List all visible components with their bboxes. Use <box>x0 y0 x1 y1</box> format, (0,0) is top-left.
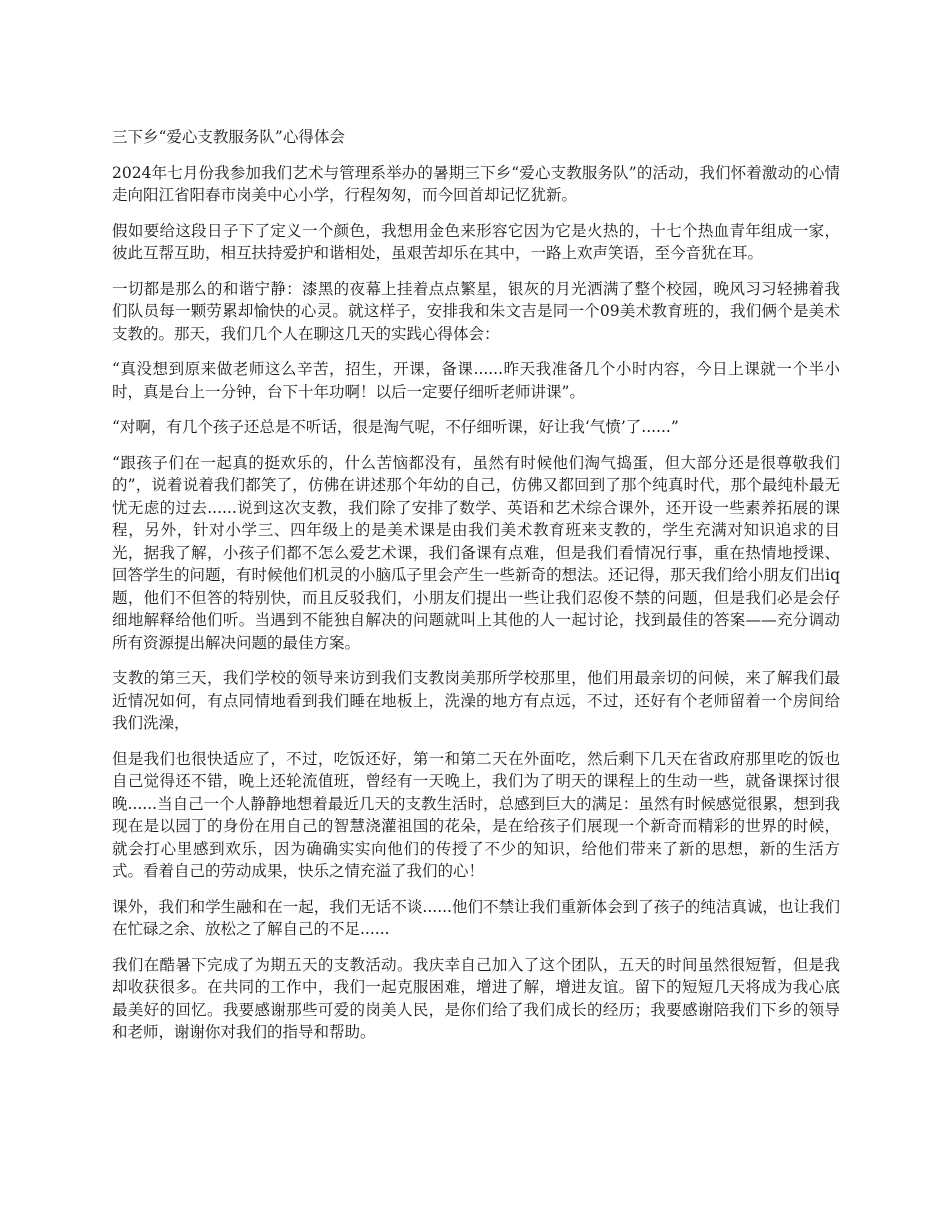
paragraph-6: “跟孩子们在一起真的挺欢乐的，什么苦恼都没有，虽然有时候他们淘气捣蛋，但大部分还是很尊敬我们的”，说着说着我们都笑了，仿佛在讲述那个年幼的自己，仿佛又都回到了那个纯真时代，那个最纯朴最无忧无虑的过去......说到这次支教，我们除了安排了数学、英语和艺术综合课外，还开设一些素养拓展的课程，另外，针对小学三、四年级上的是美术课是由我们美术教育班来支教的，学生充满对知识追求的目光，据我了解，小孩子们都不怎么爱艺术课，我们备课有点难，但是我们看情况行事，重在热情地授课、回答学生的问题，有时候他们机灵的小脑瓜子里会产生一些新奇的想法。还记得，那天我们给小朋友们出iq题，他们不但答的特别快，而且反驳我们，小朋友们提出一些让我们忍俊不禁的问题，但是我们必是会仔细地解释给他们听。当遇到不能独自解决的问题就叫上其他的人一起讨论，找到最佳的答案——充分调动所有资源提出解决问题的最佳方案。 <box>112 453 840 652</box>
paragraph-10: 我们在酷暑下完成了为期五天的支教活动。我庆幸自己加入了这个团队，五天的时间虽然很短暂，但是我却收获很多。在共同的工作中，我们一起克服困难，增进了解，增进友谊。留下的短短几天将成为我心底最美好的回忆。我要感谢那些可爱的岗美人民，是你们给了我们成长的经历；我要感谢陪我们下乡的领导和老师，谢谢你对我们的指导和帮助。 <box>112 955 840 1041</box>
document-body <box>112 126 840 1057</box>
paragraph-7: 支教的第三天，我们学校的领导来访到我们支教岗美那所学校那里，他们用最亲切的问候，来了解我们最近情况如何，有点同情地看到我们睡在地板上，洗澡的地方有点远，不过，还好有个老师留着一个房间给我们洗澡， <box>112 669 840 732</box>
paragraph-3: 一切都是那么的和谐宁静：漆黑的夜幕上挂着点点繁星，银灰的月光洒满了整个校园，晚风习习轻拂着我们队员每一颗劳累却愉快的心灵。就这样子，安排我和朱文吉是同一个09美术教育班的，我们俩个是美术支教的。那天，我们几个人在聊这几天的实践心得体会： <box>112 279 840 343</box>
paragraph-9: 课外，我们和学生融和在一起，我们无话不谈......他们不禁让我们重新体会到了孩子的纯洁真诚，也让我们在忙碌之余、放松之了解自己的不足...... <box>112 897 840 938</box>
paragraph-8: 但是我们也很快适应了，不过，吃饭还好，第一和第二天在外面吃，然后剩下几天在省政府那里吃的饭也自己觉得还不错，晚上还轮流值班，曾经有一天晚上，我们为了明天的课程上的生动一些，就备课探讨很晚......当自己一个人静静地想着最近几天的支教生活时，总感到巨大的满足：虽然有时候感觉很累，想到我现在是以园丁的身份在用自己的智慧浇灌祖国的花朵，是在给孩子们展现一个新奇而精彩的世界的时候，就会打心里感到欢乐，因为确确实实向他们的传授了不少的知识，给他们带来了新的思想，新的生活方式。看着自己的劳动成果，快乐之情充溢了我们的心！ <box>112 749 840 880</box>
paragraph-1: 2024年七月份我参加我们艺术与管理系举办的暑期三下乡“爱心支教服务队”的活动，我们怀着激动的心情走向阳江省阳春市岗美中心小学，行程匆匆，而今回首却记忆犹新。 <box>112 163 840 204</box>
paragraph-4: “真没想到原来做老师这么辛苦，招生，开课，备课......昨天我准备几个小时内容，今日上课就一个半小时，真是台上一分钟，台下十年功啊！以后一定要仔细听老师讲课”。 <box>112 360 840 401</box>
document-title: 三下乡“爱心支教服务队”心得体会 <box>112 128 345 146</box>
paragraph-5: “对啊，有几个孩子还总是不听话，很是淘气呢，不仔细听课，好让我‘气愤’了......” <box>112 418 679 436</box>
paragraph-2: 假如要给这段日子下了定义一个颜色，我想用金色来形容它因为它是火热的，十七个热血青年组成一家，彼此互帮互助，相互扶持爱护和谐相处，虽艰苦却乐在其中，一路上欢声笑语，至今音犹在耳。 <box>112 221 840 262</box>
